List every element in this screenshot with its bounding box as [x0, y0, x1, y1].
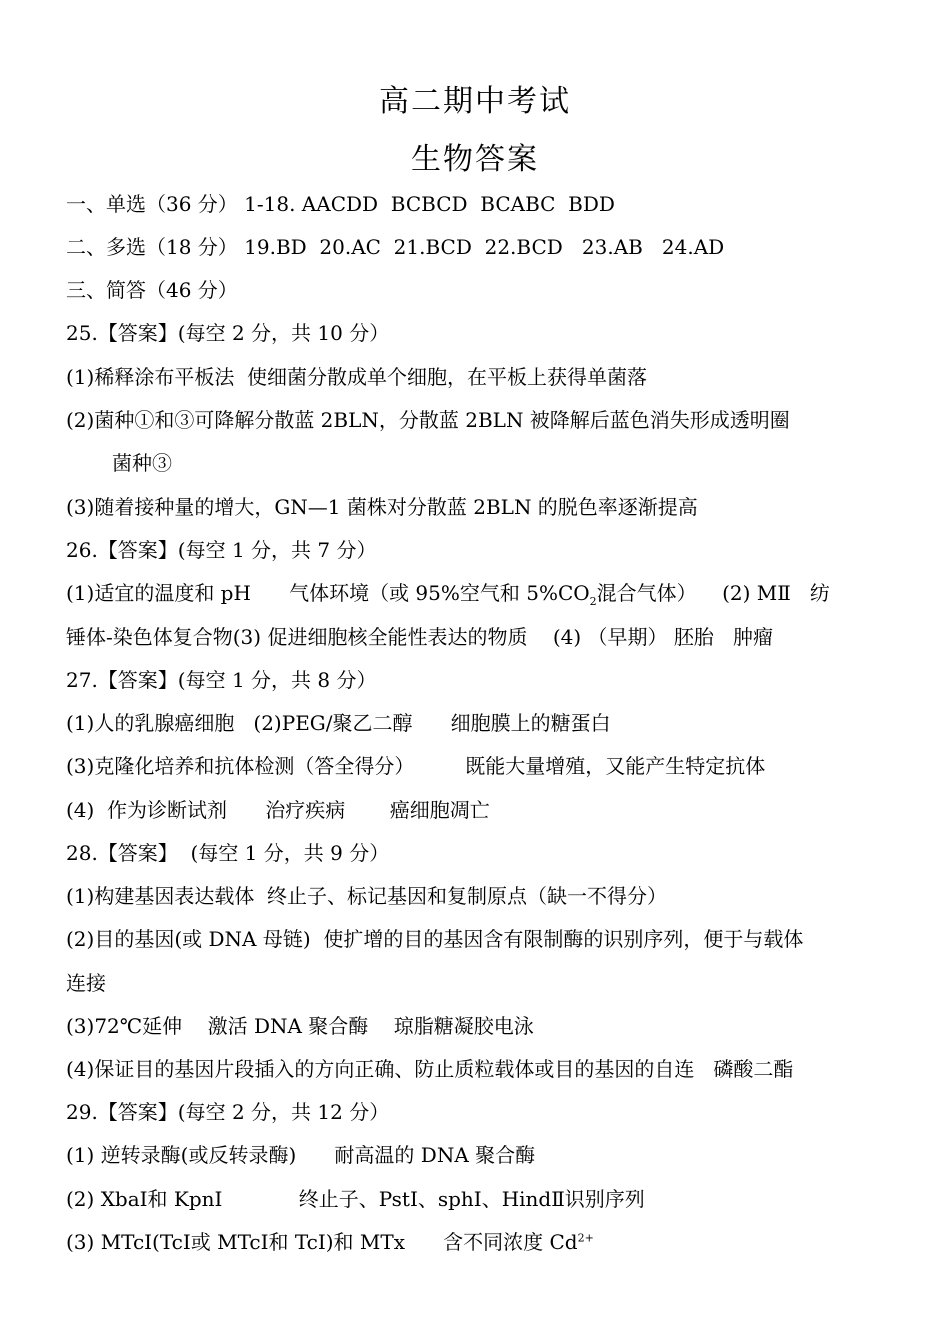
q26-part1-text-b: 混合气体） (2) MⅡ 纺 — [596, 581, 830, 605]
q29-part3-text: (3) MTcⅠ(TcⅠ或 MTcⅠ和 TcⅠ)和 MTx 含不同浓度 Cd — [66, 1230, 578, 1254]
q26-part1-text-a: (1)适宜的温度和 pH 气体环境（或 95%空气和 5%CO — [66, 581, 590, 605]
q25-part2-continued: 菌种③ — [112, 451, 172, 475]
q29-header: 29.【答案】(每空 2 分，共 12 分） — [66, 1100, 390, 1124]
q27-part1-2: (1)人的乳腺癌细胞 (2)PEG/聚乙二醇 细胞膜上的糖蛋白 — [66, 711, 611, 735]
q28-part2: (2)目的基因(或 DNA 母链) 使扩增的目的基因含有限制酶的识别序列，便于与载体 — [66, 927, 804, 951]
q28-part1: (1)构建基因表达载体 终止子、标记基因和复制原点（缺一不得分） — [66, 884, 668, 908]
q25-part3: (3)随着接种量的增大，GN—1 菌株对分散蓝 2BLN 的脱色率逐渐提高 — [66, 495, 698, 519]
q26-part2-4: 锤体-染色体复合物(3) 促进细胞核全能性表达的物质 (4) （早期） 胚胎 肿瘤 — [66, 625, 773, 649]
section-short-answer: 三、简答（46 分） — [66, 278, 238, 302]
q29-part2: (2) XbaⅠ和 KpnⅠ 终止子、PstⅠ、sphⅠ、HindⅡ识别序列 — [66, 1187, 645, 1211]
page-subtitle: 生物答案 — [411, 142, 539, 177]
page-title: 高二期中考试 — [379, 84, 571, 119]
q28-part2-continued: 连接 — [66, 971, 106, 995]
q27-part3: (3)克隆化培养和抗体检测（答全得分） 既能大量增殖，又能产生特定抗体 — [66, 754, 766, 778]
section-single-choice: 一、单选（36 分） 1-18. AACDD BCBCD BCABC BDD — [66, 192, 615, 216]
q26-header: 26.【答案】(每空 1 分，共 7 分） — [66, 538, 377, 562]
q25-header: 25.【答案】(每空 2 分，共 10 分） — [66, 321, 390, 345]
q28-header: 28.【答案】 (每空 1 分，共 9 分） — [66, 841, 390, 865]
q26-part1 — [66, 581, 830, 608]
cd-charge-superscript: 2+ — [577, 1231, 594, 1245]
q28-part4: (4)保证目的基因片段插入的方向正确、防止质粒载体或目的基因的自连 磷酸二酯 — [66, 1057, 794, 1081]
q29-part1: (1) 逆转录酶(或反转录酶) 耐高温的 DNA 聚合酶 — [66, 1143, 536, 1167]
co2-subscript: 2 — [589, 595, 597, 608]
q27-part4: (4) 作为诊断试剂 治疗疾病 癌细胞凋亡 — [66, 798, 490, 822]
section-multiple-choice: 二、多选（18 分） 19.BD 20.AC 21.BCD 22.BCD 23.AB 24.AD — [66, 235, 725, 259]
q27-header: 27.【答案】(每空 1 分，共 8 分） — [66, 668, 377, 692]
q28-part3: (3)72℃延伸 激活 DNA 聚合酶 琼脂糖凝胶电泳 — [66, 1014, 534, 1038]
q25-part2: (2)菌种①和③可降解分散蓝 2BLN，分散蓝 2BLN 被降解后蓝色消失形成透明圈 — [66, 408, 790, 432]
q25-part1: (1)稀释涂布平板法 使细菌分散成单个细胞，在平板上获得单菌落 — [66, 365, 648, 389]
q29-part3 — [66, 1230, 594, 1254]
